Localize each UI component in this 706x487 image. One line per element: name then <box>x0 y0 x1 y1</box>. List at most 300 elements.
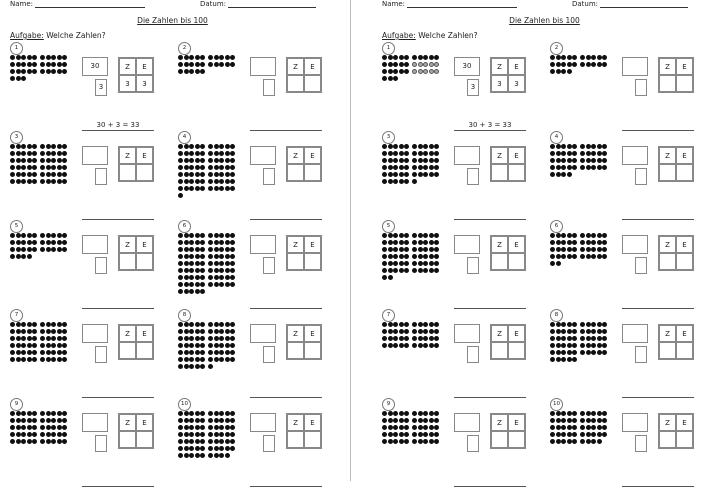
exercise-7 <box>382 309 547 397</box>
dot <box>16 144 21 149</box>
dot <box>412 151 417 156</box>
dot <box>178 336 183 341</box>
equation-line[interactable] <box>250 476 322 487</box>
dot <box>214 282 219 287</box>
ones-answer-box[interactable]: 3 <box>95 79 107 96</box>
dot <box>399 233 404 238</box>
dot <box>40 432 45 437</box>
dot <box>21 322 26 327</box>
dot <box>556 254 561 259</box>
dot <box>178 144 183 149</box>
dot <box>16 336 21 341</box>
z-value-cell[interactable]: 3 <box>119 75 136 92</box>
exercise-number: 5 <box>10 220 23 233</box>
dot <box>62 432 67 437</box>
z-value-cell[interactable] <box>659 75 676 92</box>
dot <box>399 425 404 430</box>
dot <box>214 62 219 67</box>
tens-answer-box[interactable] <box>454 235 480 254</box>
e-value-cell[interactable] <box>676 253 693 270</box>
dot <box>393 336 398 341</box>
dot <box>16 350 21 355</box>
dot <box>195 247 200 252</box>
dot <box>62 240 67 245</box>
ones-answer-box[interactable] <box>263 435 275 452</box>
z-value-cell[interactable] <box>119 431 136 448</box>
tens-answer-box[interactable] <box>454 413 480 432</box>
dot <box>200 411 205 416</box>
tens-answer-box[interactable] <box>82 146 108 165</box>
dot <box>32 336 37 341</box>
dot <box>219 322 224 327</box>
dot <box>178 55 183 60</box>
dot <box>62 179 67 184</box>
dot <box>399 322 404 327</box>
dot <box>225 425 230 430</box>
ones-answer-box[interactable] <box>635 257 647 274</box>
dot <box>434 425 439 430</box>
e-value-cell[interactable] <box>508 431 525 448</box>
exercise-number: 6 <box>550 220 563 233</box>
dot <box>40 357 45 362</box>
equation-line[interactable] <box>250 387 322 398</box>
ones-answer-box[interactable] <box>467 168 479 185</box>
equation-line[interactable] <box>454 209 526 220</box>
dot <box>200 69 205 74</box>
dot <box>388 165 393 170</box>
dot <box>572 432 577 437</box>
z-value-cell[interactable] <box>287 431 304 448</box>
dot <box>62 336 67 341</box>
tens-answer-box[interactable] <box>82 235 108 254</box>
dot <box>572 336 577 341</box>
z-value-cell[interactable] <box>287 164 304 181</box>
dot <box>219 261 224 266</box>
dot <box>178 261 183 266</box>
ones-answer-box[interactable] <box>467 435 479 452</box>
dot <box>21 418 26 423</box>
page-divider <box>350 0 351 481</box>
dot <box>393 425 398 430</box>
ones-answer-box[interactable] <box>263 168 275 185</box>
dot <box>550 411 555 416</box>
e-value-cell[interactable] <box>508 253 525 270</box>
dot <box>214 165 219 170</box>
ones-answer-box[interactable] <box>635 168 647 185</box>
z-value-cell[interactable]: 3 <box>491 75 508 92</box>
dot <box>219 233 224 238</box>
dot <box>46 151 51 156</box>
dot <box>550 350 555 355</box>
dot <box>225 233 230 238</box>
dot <box>225 343 230 348</box>
dot <box>10 343 15 348</box>
dot-field <box>382 233 442 282</box>
dot <box>46 158 51 163</box>
dot <box>32 240 37 245</box>
ones-answer-box[interactable] <box>95 346 107 363</box>
e-value-cell[interactable] <box>508 164 525 181</box>
dot <box>40 439 45 444</box>
dot <box>40 240 45 245</box>
e-value-cell[interactable] <box>676 164 693 181</box>
tens-answer-box[interactable] <box>82 324 108 343</box>
exercise-number: 3 <box>10 131 23 144</box>
e-value-cell[interactable] <box>304 75 321 92</box>
task-instruction: Aufgabe: Welche Zahlen? <box>10 31 106 40</box>
ones-answer-box[interactable] <box>635 435 647 452</box>
dot <box>51 425 56 430</box>
date-field[interactable]: Datum: <box>572 0 688 8</box>
dot <box>399 151 404 156</box>
e-value-cell[interactable] <box>508 342 525 359</box>
equation-line[interactable] <box>250 209 322 220</box>
dot <box>434 418 439 423</box>
z-header: Z <box>287 414 304 431</box>
exercise-number: 1 <box>382 42 395 55</box>
dot <box>208 453 213 458</box>
dot <box>388 62 393 67</box>
tens-answer-box[interactable] <box>250 324 276 343</box>
z-header: Z <box>659 58 676 75</box>
dot <box>16 76 21 81</box>
equation-line[interactable] <box>622 476 694 487</box>
dot <box>195 289 200 294</box>
dot <box>57 322 62 327</box>
name-field[interactable]: Name: <box>382 0 517 8</box>
dot <box>580 254 585 259</box>
dot-field <box>10 233 70 261</box>
ones-answer-box[interactable] <box>95 257 107 274</box>
dot <box>434 233 439 238</box>
dot <box>178 322 183 327</box>
dot <box>16 240 21 245</box>
dot <box>423 322 428 327</box>
dot <box>567 233 572 238</box>
ones-answer-box[interactable] <box>263 257 275 274</box>
dot <box>195 357 200 362</box>
dot <box>434 247 439 252</box>
e-value-cell[interactable] <box>304 164 321 181</box>
dot <box>561 247 566 252</box>
z-value-cell[interactable] <box>659 253 676 270</box>
dot <box>51 55 56 60</box>
dot <box>57 151 62 156</box>
dot <box>208 329 213 334</box>
dot-field <box>550 55 610 76</box>
dot <box>32 172 37 177</box>
dot <box>46 144 51 149</box>
dot <box>556 247 561 252</box>
ones-answer-box[interactable] <box>467 257 479 274</box>
equation-line[interactable] <box>622 387 694 398</box>
tens-answer-box[interactable] <box>250 413 276 432</box>
dot <box>399 165 404 170</box>
equation-line[interactable] <box>622 209 694 220</box>
ones-answer-box[interactable] <box>95 168 107 185</box>
e-value-cell[interactable] <box>136 164 153 181</box>
dot <box>16 343 21 348</box>
tens-answer-box[interactable]: 30 <box>82 57 108 76</box>
dot <box>40 165 45 170</box>
dot <box>567 357 572 362</box>
dot <box>230 268 235 273</box>
ones-answer-box[interactable] <box>263 79 275 96</box>
dot <box>561 172 566 177</box>
tens-answer-box[interactable] <box>250 235 276 254</box>
dot <box>567 172 572 177</box>
equation-line[interactable] <box>82 298 154 309</box>
dot <box>561 357 566 362</box>
dot <box>10 411 15 416</box>
e-value-cell[interactable] <box>676 342 693 359</box>
dot <box>550 432 555 437</box>
equation-line[interactable] <box>82 209 154 220</box>
dot <box>195 446 200 451</box>
dot <box>16 322 21 327</box>
e-value-cell[interactable] <box>676 431 693 448</box>
dot <box>602 432 607 437</box>
z-value-cell[interactable] <box>659 431 676 448</box>
date-field[interactable]: Datum: <box>200 0 316 8</box>
tens-answer-box[interactable] <box>454 324 480 343</box>
dot <box>208 62 213 67</box>
dot <box>412 179 417 184</box>
dot <box>189 453 194 458</box>
dot <box>32 165 37 170</box>
z-value-cell[interactable] <box>491 431 508 448</box>
dot <box>423 172 428 177</box>
dot <box>393 158 398 163</box>
dot <box>429 240 434 245</box>
dot <box>572 240 577 245</box>
dot <box>591 425 596 430</box>
dot <box>208 446 213 451</box>
dot <box>423 418 428 423</box>
equation-line[interactable] <box>454 298 526 309</box>
dot <box>219 144 224 149</box>
dot <box>32 439 37 444</box>
z-value-cell[interactable] <box>119 253 136 270</box>
ones-answer-box[interactable] <box>467 346 479 363</box>
dot <box>404 172 409 177</box>
dot <box>556 418 561 423</box>
dot <box>184 336 189 341</box>
ones-answer-box[interactable] <box>635 79 647 96</box>
dot <box>404 268 409 273</box>
dot <box>382 425 387 430</box>
equation-line[interactable]: 30 + 3 = 33 <box>454 120 526 131</box>
e-header: E <box>136 325 153 342</box>
e-value-cell[interactable]: 3 <box>508 75 525 92</box>
dot <box>195 62 200 67</box>
dot <box>393 151 398 156</box>
dot <box>40 144 45 149</box>
dot <box>16 151 21 156</box>
equation-line[interactable] <box>454 387 526 398</box>
equation-line[interactable] <box>622 120 694 131</box>
dot <box>434 240 439 245</box>
dot <box>219 151 224 156</box>
ones-answer-box[interactable] <box>635 346 647 363</box>
tens-answer-box[interactable] <box>622 235 648 254</box>
dot <box>399 144 404 149</box>
dot <box>184 233 189 238</box>
dot <box>550 158 555 163</box>
z-value-cell[interactable] <box>287 253 304 270</box>
dot <box>225 179 230 184</box>
e-header: E <box>304 236 321 253</box>
dot <box>404 425 409 430</box>
dot <box>214 268 219 273</box>
equation-line[interactable] <box>82 387 154 398</box>
dot <box>597 240 602 245</box>
equation-line[interactable]: 30 + 3 = 33 <box>82 120 154 131</box>
dot <box>550 62 555 67</box>
tens-answer-box[interactable]: 30 <box>454 57 480 76</box>
tens-answer-box[interactable] <box>250 146 276 165</box>
dot <box>418 418 423 423</box>
z-header: Z <box>659 236 676 253</box>
equation-line[interactable] <box>454 476 526 487</box>
dot <box>21 151 26 156</box>
dot <box>225 186 230 191</box>
ones-answer-box[interactable] <box>95 435 107 452</box>
exercise-4 <box>178 131 343 219</box>
dot <box>393 254 398 259</box>
dot <box>429 268 434 273</box>
dot <box>404 144 409 149</box>
dot <box>597 336 602 341</box>
tens-answer-box[interactable] <box>250 57 276 76</box>
dot <box>219 432 224 437</box>
dot <box>388 275 393 280</box>
tens-answer-box[interactable] <box>622 146 648 165</box>
z-value-cell[interactable] <box>491 164 508 181</box>
name-field[interactable]: Name: <box>10 0 145 8</box>
dot <box>27 158 32 163</box>
dot <box>561 158 566 163</box>
dot <box>214 55 219 60</box>
dot <box>556 158 561 163</box>
e-value-cell[interactable]: 3 <box>136 75 153 92</box>
dot <box>602 254 607 259</box>
tens-answer-box[interactable] <box>622 57 648 76</box>
dot <box>21 254 26 259</box>
dot <box>597 411 602 416</box>
dot <box>225 411 230 416</box>
dot <box>429 322 434 327</box>
dot <box>567 439 572 444</box>
dot <box>580 343 585 348</box>
e-header: E <box>676 236 693 253</box>
e-value-cell[interactable] <box>304 253 321 270</box>
z-value-cell[interactable] <box>119 164 136 181</box>
tens-answer-box[interactable] <box>622 324 648 343</box>
dot <box>597 439 602 444</box>
dot <box>189 275 194 280</box>
dot <box>200 446 205 451</box>
dot <box>230 439 235 444</box>
dot <box>189 233 194 238</box>
z-value-cell[interactable] <box>491 253 508 270</box>
e-value-cell[interactable] <box>136 431 153 448</box>
dot <box>21 425 26 430</box>
e-header: E <box>508 325 525 342</box>
dot <box>225 55 230 60</box>
dot <box>57 329 62 334</box>
z-value-cell[interactable] <box>287 342 304 359</box>
dot <box>10 247 15 252</box>
dot <box>550 55 555 60</box>
z-value-cell[interactable] <box>491 342 508 359</box>
dot <box>382 432 387 437</box>
z-value-cell[interactable] <box>287 75 304 92</box>
dot <box>399 240 404 245</box>
e-value-cell[interactable] <box>136 342 153 359</box>
dot <box>21 343 26 348</box>
dot <box>399 62 404 67</box>
dot <box>230 247 235 252</box>
dot <box>418 172 423 177</box>
dot <box>556 165 561 170</box>
dot <box>230 350 235 355</box>
dot <box>225 453 230 458</box>
z-value-cell[interactable] <box>659 164 676 181</box>
z-value-cell[interactable] <box>119 342 136 359</box>
dot <box>597 329 602 334</box>
dot <box>393 322 398 327</box>
dot <box>27 247 32 252</box>
dot <box>189 357 194 362</box>
exercise-number: 8 <box>178 309 191 322</box>
e-value-cell[interactable] <box>676 75 693 92</box>
dot-field <box>382 55 442 83</box>
ones-answer-box[interactable] <box>263 346 275 363</box>
dot <box>434 261 439 266</box>
dot <box>178 172 183 177</box>
dot <box>418 343 423 348</box>
tens-answer-box[interactable] <box>454 146 480 165</box>
dot <box>404 322 409 327</box>
tens-answer-box[interactable] <box>622 413 648 432</box>
equation-line[interactable] <box>82 476 154 487</box>
dot <box>51 357 56 362</box>
dot <box>434 172 439 177</box>
dot <box>57 172 62 177</box>
ones-answer-box[interactable]: 3 <box>467 79 479 96</box>
equation-line[interactable] <box>622 298 694 309</box>
e-value-cell[interactable] <box>304 342 321 359</box>
dot <box>195 350 200 355</box>
dot <box>230 165 235 170</box>
tens-answer-box[interactable] <box>82 413 108 432</box>
dot <box>200 165 205 170</box>
dot <box>21 76 26 81</box>
equation-line[interactable] <box>250 120 322 131</box>
dot <box>214 446 219 451</box>
dot <box>423 69 428 74</box>
e-value-cell[interactable] <box>136 253 153 270</box>
z-value-cell[interactable] <box>659 342 676 359</box>
z-header: Z <box>491 236 508 253</box>
dot <box>195 329 200 334</box>
dot <box>393 432 398 437</box>
e-value-cell[interactable] <box>304 431 321 448</box>
equation-line[interactable] <box>250 298 322 309</box>
dot <box>418 425 423 430</box>
dot <box>189 165 194 170</box>
